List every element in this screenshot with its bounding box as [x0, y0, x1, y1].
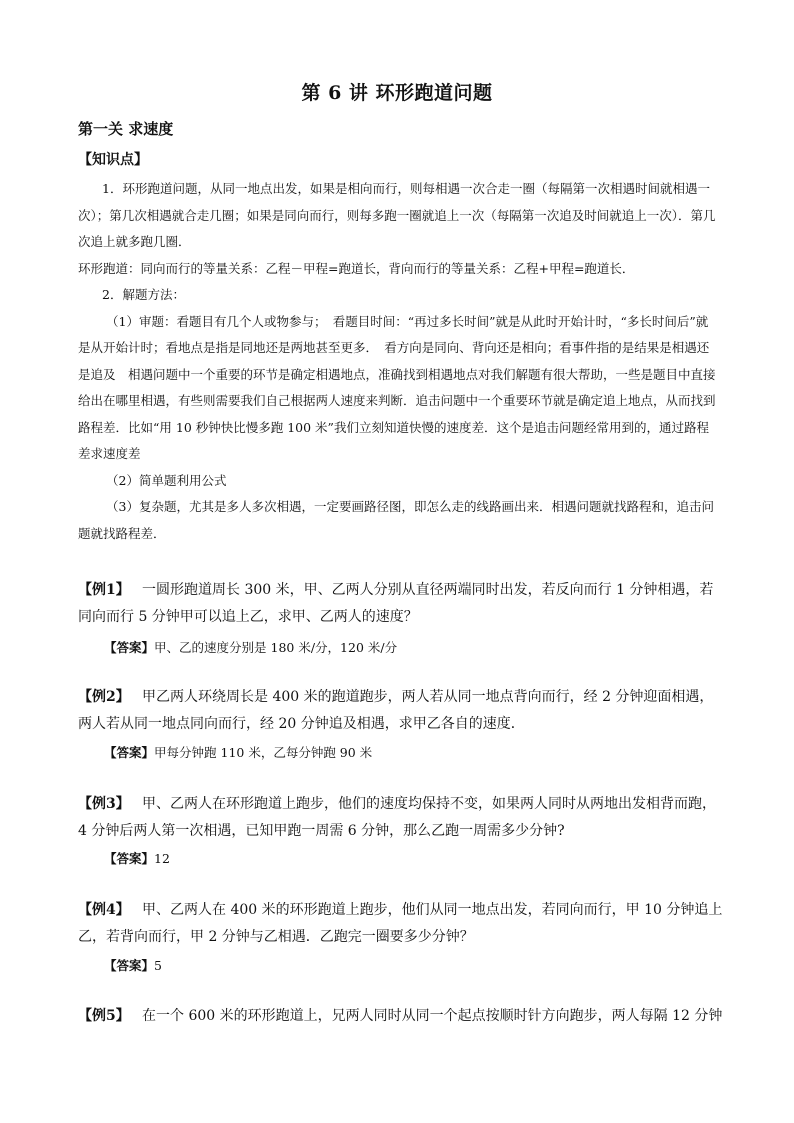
answer-text: 甲、乙的速度分别是 180 米/分，120 米/分 [154, 640, 398, 655]
knowledge-paragraph: （2）简单题利用公式 [106, 472, 227, 488]
example-label: 【例1】 [78, 582, 130, 598]
knowledge-paragraph: （3）复杂题，尤其是多人多次相遇，一定要画路径图，即怎么走的线路画出来．相遇问题就找路程和，追击问题就找路程差． [78, 499, 714, 541]
example-text: 在一个 600 米的环形跑道上，兄两人同时从同一个起点按顺时针方向跑步，两人每隔 12 分钟 [142, 1008, 723, 1024]
knowledge-heading: 【知识点】 [78, 152, 148, 168]
knowledge-paragraph: 1．环形跑道问题，从同一地点出发，如果是相向而行，则每相遇一次合走一圈（每隔第一次相遇时间就相遇一次）；第几次相遇就合走几圈；如果是同向而行，则每多跑一圈就追上一次（每隔第一次追及时间就追上一次）．第几次追上就多跑几圈． [78, 181, 716, 249]
example-text: 甲、乙两人在 400 米的环形跑道上跑步，他们从同一地点出发，若同向而行，甲 10 分钟追上乙，若背向而行，甲 2 分钟与乙相遇．乙跑完一圈要多少分钟？ [78, 902, 723, 945]
answer-text: 5 [154, 958, 162, 973]
answer-label: 【答案】 [104, 958, 155, 973]
answer-1 [104, 638, 397, 656]
example-label: 【例3】 [78, 796, 130, 812]
section-heading: 第一关 求速度 [78, 120, 174, 138]
answer-2 [104, 743, 372, 761]
example-5 [78, 1003, 723, 1030]
example-4 [78, 897, 723, 951]
answer-text: 甲每分钟跑 110 米，乙每分钟跑 90 米 [154, 745, 373, 760]
knowledge-paragraph: （1）审题：看题目有几个人或物参与； 看题目时间：“再过多长时间”就是从此时开始计时，“多长时间后”就是从开始计时；看地点是指是同地还是两地甚至更多． 看方向是同向、背向还是相向；看事件指的是结果是相遇还是追及 相遇问题中一个重要的环节是确定相遇地点，准确找到相遇地点对我们解题有很大帮助，一些是题目中直接给出在哪里相遇，有些则需要我们自己根据两人速度来判断．追击问题中一个重要环节就是确定追上地点，从而找到路程差．比如“用 10 秒钟快比慢多跑 100 米”我们立刻知道快慢的速度差．这个是追击问题经常用到的，通过路程差求速度差 [78, 313, 716, 461]
knowledge-paragraph: 环形跑道：同向而行的等量关系：乙程－甲程=跑道长，背向而行的等量关系：乙程+甲程=跑道长． [78, 260, 635, 276]
example-label: 【例2】 [78, 689, 130, 705]
answer-label: 【答案】 [104, 745, 155, 760]
page-title: 第 6 讲 环形跑道问题 [301, 82, 493, 104]
knowledge-block [78, 176, 718, 547]
answer-label: 【答案】 [104, 640, 155, 655]
example-1 [78, 577, 723, 631]
example-3 [78, 791, 723, 845]
example-label: 【例5】 [78, 1008, 130, 1024]
example-text: 甲乙两人环绕周长是 400 米的跑道跑步，两人若从同一地点背向而行，经 2 分钟迎面相遇，两人若从同一地点同向而行，经 20 分钟追及相遇，求甲乙各自的速度． [78, 689, 714, 732]
example-text: 甲、乙两人在环形跑道上跑步，他们的速度均保持不变，如果两人同时从两地出发相背而跑，4 分钟后两人第一次相遇，已知甲跑一周需 6 分钟，那么乙跑一周需多少分钟? [78, 796, 716, 839]
answer-3 [104, 849, 170, 867]
answer-4 [104, 956, 162, 974]
example-text: 一圆形跑道周长 300 米，甲、乙两人分别从直径两端同时出发，若反向而行 1 分钟相遇，若同向而行 5 分钟甲可以追上乙，求甲、乙两人的速度？ [78, 582, 714, 625]
example-label: 【例4】 [78, 902, 130, 918]
answer-label: 【答案】 [104, 851, 155, 866]
knowledge-paragraph: 2．解题方法： [102, 287, 185, 302]
example-2 [78, 684, 723, 738]
answer-text: 12 [154, 851, 170, 866]
